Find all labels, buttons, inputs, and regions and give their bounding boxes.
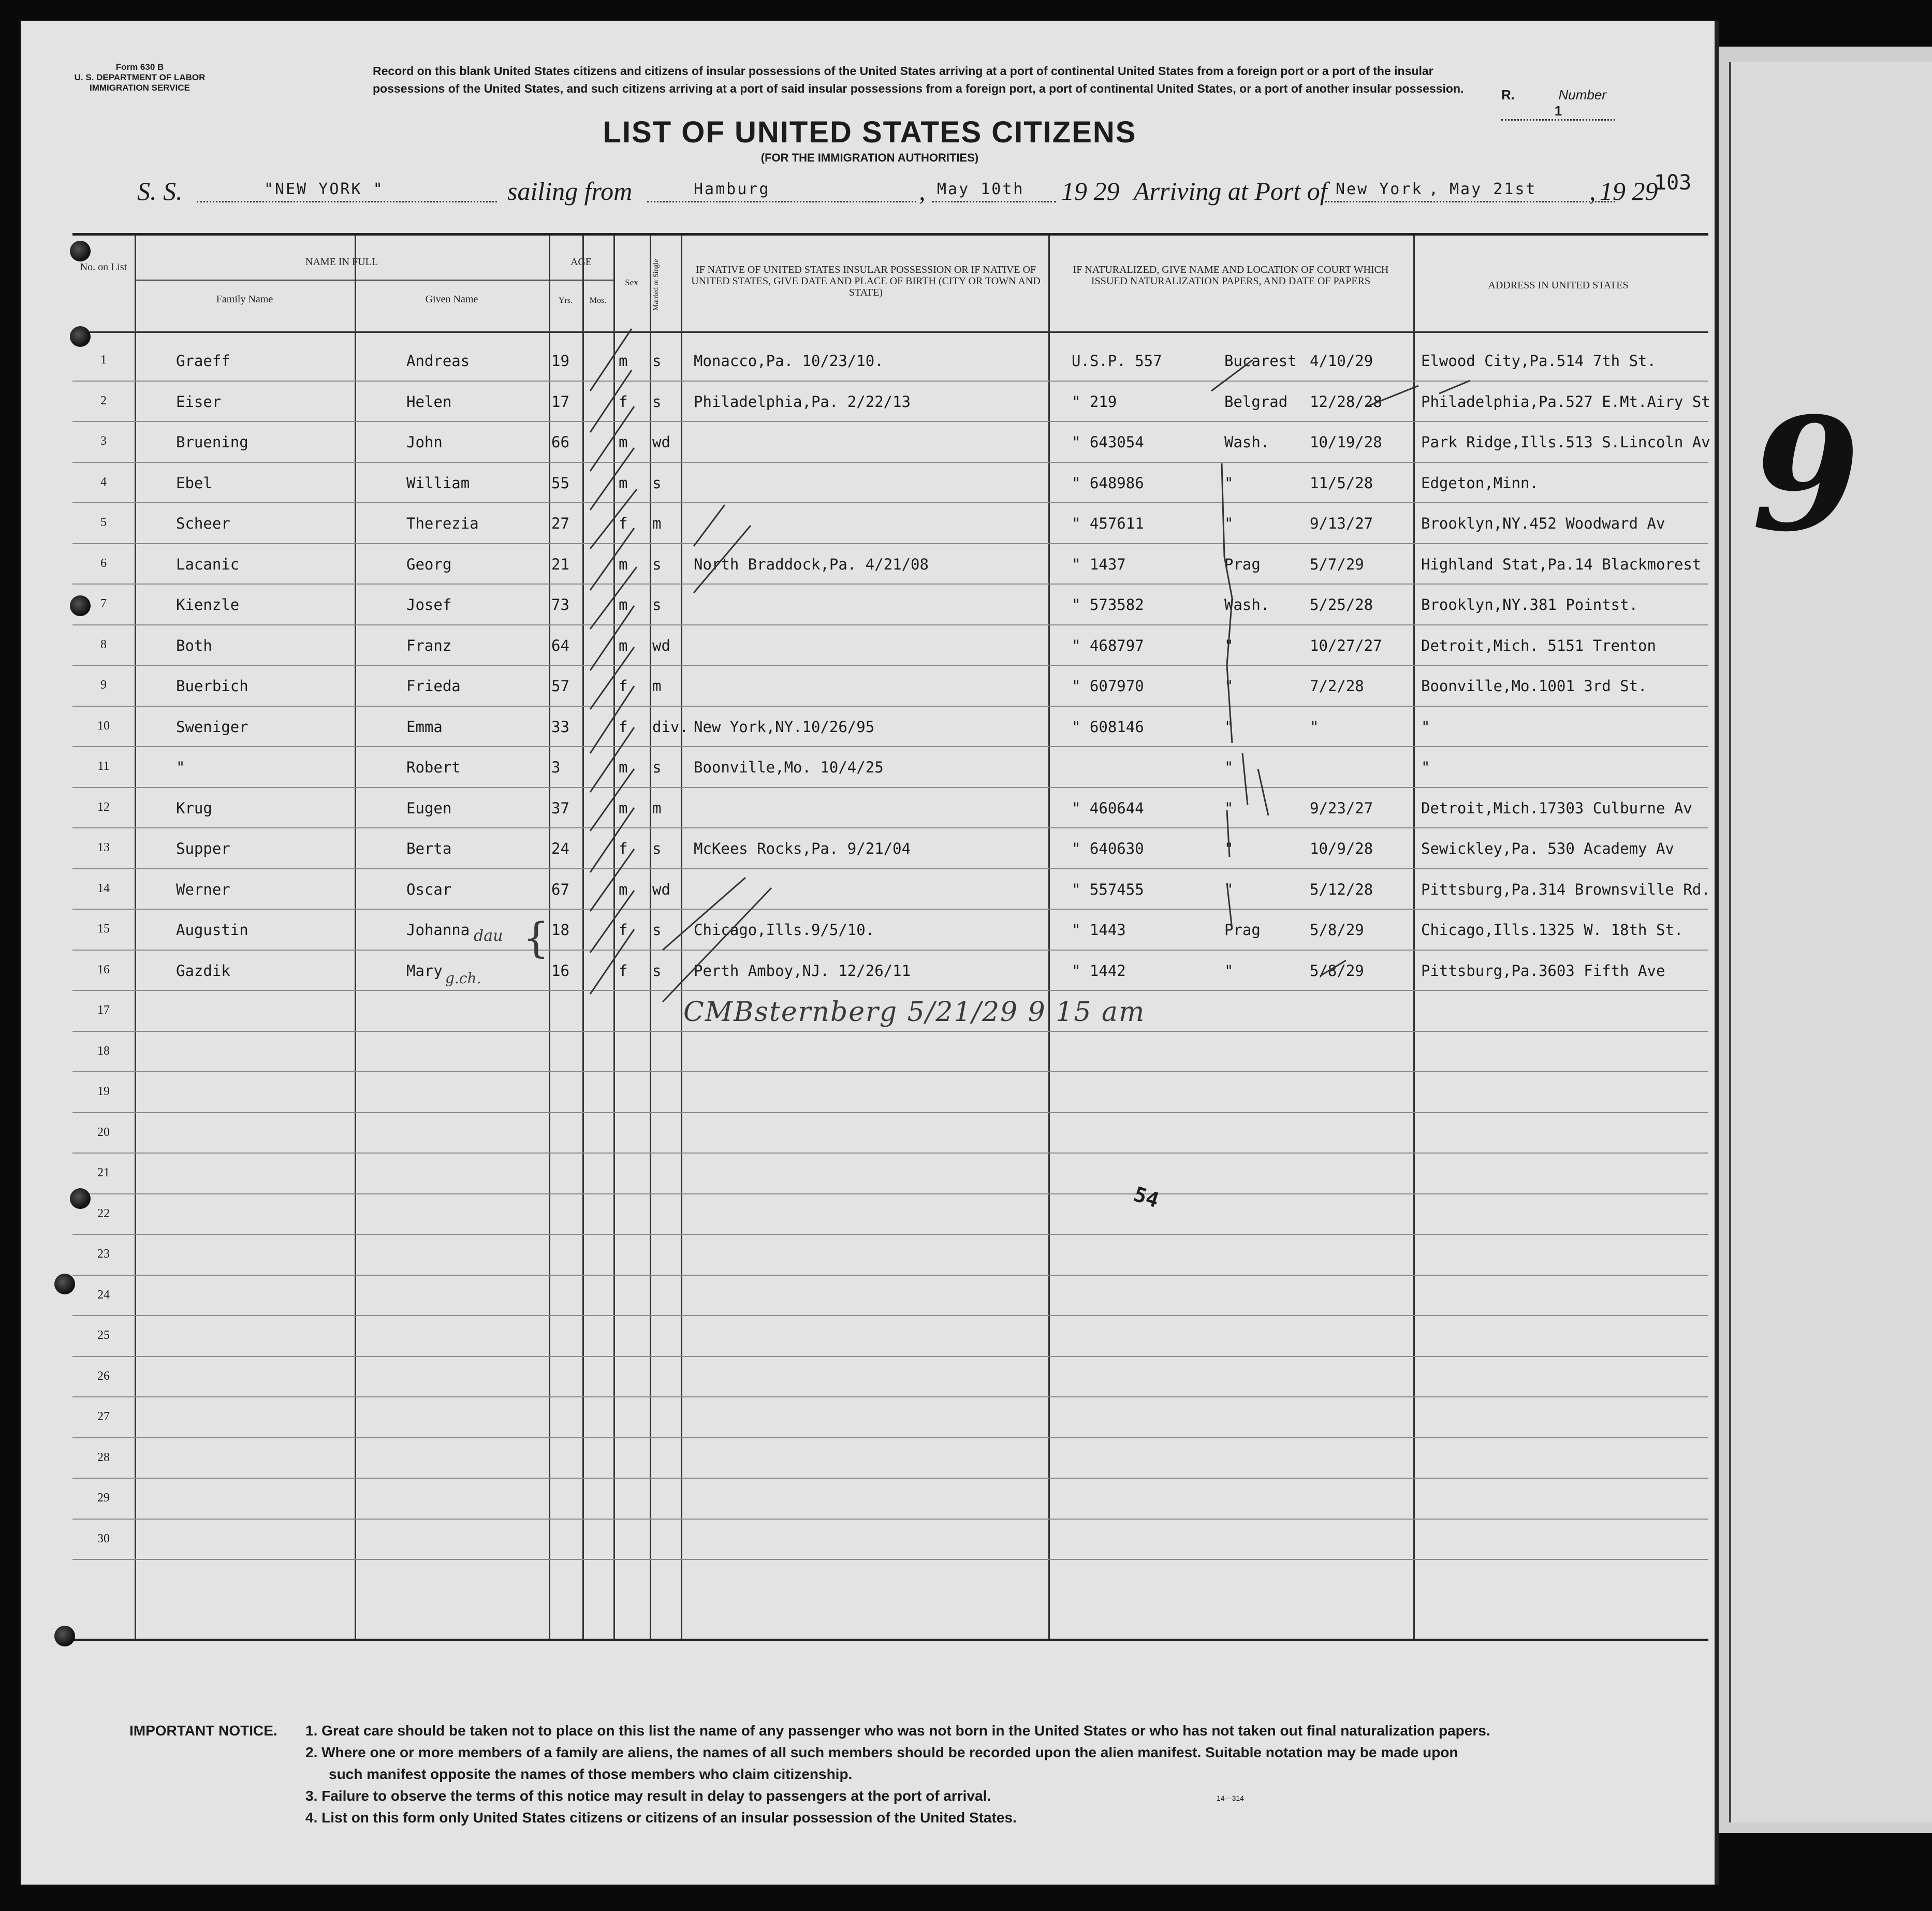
cell-nat-a: " 557455 [1072, 880, 1144, 898]
notice-item-1: 1. Great care should be taken not to place on this list the name of any passenger who was not born in the United States or who has not taken out final naturalization papers. [305, 1723, 1490, 1739]
inspector-signoff: CMBsternberg 5/21/29 9 15 am [683, 997, 1146, 1028]
cell-given: Josef [406, 596, 452, 614]
cell-ms: m [652, 515, 662, 532]
cell-sex: m [619, 433, 628, 451]
cell-sex: m [619, 880, 628, 898]
col-age: AGE [570, 256, 592, 268]
row-rule [72, 909, 1708, 910]
cell-nat-court: " [1224, 677, 1234, 695]
cell-nat-a: " 1443 [1072, 921, 1126, 939]
cell-given: Helen [406, 392, 452, 411]
col-age-months: Mos. [589, 296, 607, 305]
cell-nat-court: " [1224, 515, 1234, 532]
form-number: Form 630 B [115, 62, 164, 72]
cell-birth: McKees Rocks,Pa. 9/21/04 [694, 840, 911, 857]
notice-item-4: 4. List on this form only United States citizens or citizens of an insular possession of the United States. [305, 1810, 1017, 1826]
cell-nat-court: Belgrad [1224, 392, 1288, 411]
row-number: 13 [97, 841, 110, 854]
cell-nat-court: " [1224, 961, 1234, 980]
cell-nat-court: " [1224, 840, 1234, 857]
cell-yrs: 64 [551, 636, 569, 654]
notice-lead: IMPORTANT NOTICE. [129, 1723, 277, 1739]
row10-handwritten-note: dau [474, 927, 503, 945]
row-number: 2 [100, 393, 107, 407]
row-rule [72, 502, 1708, 503]
punch-hole [70, 326, 91, 347]
cell-address: Pittsburg,Pa.314 Brownsville Rd. [1421, 880, 1710, 898]
sailing-from-port: Hamburg [694, 180, 770, 198]
cell-family: Eiser [176, 392, 222, 411]
cell-ms: m [652, 677, 662, 695]
cell-yrs: 66 [551, 433, 569, 451]
cell-nat-date: 5/8/29 [1310, 961, 1364, 980]
col-given-name: Given Name [425, 294, 478, 305]
punch-hole [70, 1188, 91, 1209]
cell-family: Bruening [176, 433, 248, 451]
cell-yrs: 55 [551, 474, 569, 492]
cell-ms: wd [652, 636, 670, 654]
cell-nat-court: " [1224, 758, 1234, 776]
stamp-number: 54 [1131, 1182, 1162, 1213]
cell-nat-court: " [1224, 718, 1234, 736]
manifest-sheet [21, 21, 1719, 1885]
cell-family: Werner [176, 880, 230, 898]
cell-sex: m [619, 474, 628, 492]
cell-family: Ebel [176, 474, 212, 492]
cell-nat-court: Prag [1224, 921, 1261, 939]
cell-sex: f [619, 677, 628, 695]
cell-nat-court: Prag [1224, 555, 1261, 573]
cell-nat-a: " 457611 [1072, 515, 1144, 532]
cell-nat-court: " [1224, 636, 1234, 654]
number-label: Number [1558, 87, 1606, 103]
notice-item-2: 2. Where one or more members of a family are aliens, the names of all such members should be recorded upon the alien manifest. Suitable notation may be made upon [305, 1744, 1458, 1760]
cell-nat-date: 5/12/28 [1310, 880, 1373, 898]
punch-hole [70, 241, 91, 261]
col-no-on-list: No. on List [80, 261, 127, 273]
cell-given: Georg [406, 555, 452, 573]
row-rule [72, 624, 1708, 625]
row-rule [72, 1356, 1708, 1357]
row-number: 14 [97, 881, 110, 895]
cell-nat-a: " 460644 [1072, 799, 1144, 817]
row-number: 7 [100, 597, 107, 610]
row-number: 16 [97, 962, 110, 976]
col-address: ADDRESS IN UNITED STATES [1488, 280, 1629, 291]
row10-11-brace: { [523, 914, 549, 962]
cell-given: Johanna [406, 921, 470, 939]
cell-nat-a: " 608146 [1072, 718, 1144, 736]
cell-ms: wd [652, 433, 670, 451]
cell-ms: wd [652, 880, 670, 898]
row-rule [72, 827, 1708, 828]
row-number: 18 [97, 1044, 110, 1058]
col-naturalized: IF NATURALIZED, GIVE NAME AND LOCATION OF COURT WHICH ISSUED NATURALIZATION PAPERS, AND DATE OF PAPERS [1073, 264, 1389, 287]
cell-birth: Monacco,Pa. 10/23/10. [694, 352, 884, 370]
department-name: U. S. DEPARTMENT OF LABOR [74, 72, 206, 82]
col-age-years: Yrs. [558, 296, 573, 305]
row-rule [72, 1071, 1708, 1072]
cell-address: Park Ridge,Ills.513 S.Lincoln Av [1421, 433, 1710, 451]
cell-nat-a: " 640630 [1072, 840, 1144, 857]
row-number: 30 [97, 1531, 110, 1545]
page-subtitle: (FOR THE IMMIGRATION AUTHORITIES) [760, 151, 979, 164]
cell-family: Both [176, 636, 212, 654]
row-number: 5 [100, 516, 107, 529]
cell-yrs: 16 [551, 961, 569, 980]
cell-given: Berta [406, 840, 452, 857]
row-rule [72, 1275, 1708, 1276]
cell-yrs: 37 [551, 799, 569, 817]
cell-sex: f [619, 515, 628, 532]
cell-yrs: 18 [551, 921, 569, 939]
row-rule [72, 1234, 1708, 1235]
cell-address: " [1421, 718, 1430, 736]
cell-sex: m [619, 799, 628, 817]
cell-birth: Perth Amboy,NJ. 12/26/11 [694, 961, 911, 980]
notice-item-2-cont: such manifest opposite the names of those members who claim citizenship. [329, 1766, 853, 1782]
row-number: 9 [100, 678, 107, 692]
row-number: 27 [97, 1410, 110, 1423]
row-number: 29 [97, 1491, 110, 1505]
row-rule [72, 583, 1708, 585]
row-number: 12 [97, 800, 110, 814]
cell-address: Brooklyn,NY.381 Pointst. [1421, 596, 1638, 614]
row-number: 6 [100, 556, 107, 570]
cell-ms: s [652, 392, 662, 411]
cell-nat-court: " [1224, 880, 1234, 898]
cell-sex: m [619, 758, 628, 776]
cell-nat-date: 5/8/29 [1310, 921, 1364, 939]
row-number: 19 [97, 1085, 110, 1098]
cell-ms: s [652, 758, 662, 776]
number-value: 1 [1501, 103, 1615, 121]
row-rule [72, 950, 1708, 951]
row-rule [72, 1153, 1708, 1154]
cell-sex: f [619, 840, 628, 857]
row-rule [72, 1437, 1708, 1438]
cell-address: " [1421, 758, 1430, 776]
cell-given: Oscar [406, 880, 452, 898]
form-print-code: 14—314 [1217, 1794, 1244, 1802]
row-number: 8 [100, 637, 107, 651]
row11-handwritten-note: g.ch. [445, 970, 481, 987]
important-notice [129, 1720, 1682, 1829]
row-number: 28 [97, 1450, 110, 1464]
cell-ms: s [652, 474, 662, 492]
cell-given: Frieda [406, 677, 461, 695]
cell-ms: s [652, 961, 662, 980]
cell-family: Gazdik [176, 961, 230, 980]
cell-nat-date: " [1310, 718, 1319, 736]
cell-nat-court: Wash. [1224, 596, 1270, 614]
cell-nat-date: 12/28/28 [1310, 392, 1382, 411]
r-label: R. [1501, 87, 1515, 103]
row-number: 22 [97, 1206, 110, 1220]
cell-nat-date: 10/9/28 [1310, 840, 1373, 857]
cell-ms: s [652, 921, 662, 939]
arrival-port: New York [1336, 180, 1423, 198]
cell-yrs: 17 [551, 392, 569, 411]
row-number: 24 [97, 1288, 110, 1302]
cell-birth: Boonville,Mo. 10/4/25 [694, 758, 884, 776]
cell-sex: f [619, 392, 628, 411]
row-rule [72, 787, 1708, 788]
cell-given: Robert [406, 758, 461, 776]
cell-nat-a: " 643054 [1072, 433, 1144, 451]
cell-ms: s [652, 352, 662, 370]
arrival-date: May 21st [1450, 180, 1537, 198]
cell-address: Boonville,Mo.1001 3rd St. [1421, 677, 1647, 695]
row-rule [72, 462, 1708, 463]
col-name-in-full: NAME IN FULL [305, 256, 378, 268]
cell-family: Lacanic [176, 555, 240, 573]
manifest-table [72, 233, 1708, 1641]
row-number: 21 [97, 1166, 110, 1179]
cell-nat-court: " [1224, 799, 1234, 817]
cell-given: Mary [406, 961, 443, 980]
row-number: 11 [97, 760, 110, 773]
cell-address: Pittsburg,Pa.3603 Fifth Ave [1421, 961, 1665, 980]
cell-sex: f [619, 921, 628, 939]
cell-family: Augustin [176, 921, 248, 939]
row-rule [72, 421, 1708, 422]
cell-family: Scheer [176, 515, 230, 532]
cell-address: Detroit,Mich. 5151 Trenton [1421, 636, 1656, 654]
cell-ms: s [652, 840, 662, 857]
row-rule [72, 381, 1708, 382]
corner-page-number: 103 [1654, 171, 1692, 195]
cell-sex: f [619, 961, 628, 980]
row-number: 1 [100, 353, 107, 367]
cell-yrs: 27 [551, 515, 569, 532]
col-birth: IF NATIVE OF UNITED STATES INSULAR POSSESSION OR IF NATIVE OF UNITED STATES, GIVE DATE AND PLACE OF BIRTH (CITY OR TOWN AND STATE) [691, 264, 1041, 298]
cell-given: Eugen [406, 799, 452, 817]
cell-given: Franz [406, 636, 452, 654]
punch-hole [54, 1274, 75, 1294]
row-rule [72, 665, 1708, 666]
row-rule [72, 990, 1708, 991]
cell-family: Sweniger [176, 718, 248, 736]
cell-yrs: 21 [551, 555, 569, 573]
row-number: 3 [100, 434, 107, 448]
cell-ms: m [652, 799, 662, 817]
back-page-edge-inner [1729, 62, 1932, 1822]
cell-address: Detroit,Mich.17303 Culburne Av [1421, 799, 1692, 817]
cell-nat-a: " 648986 [1072, 474, 1144, 492]
sail-date: May 10th [937, 180, 1024, 198]
row-rule [72, 746, 1708, 747]
cell-family: Buerbich [176, 677, 248, 695]
notice-item-3: 3. Failure to observe the terms of this notice may result in delay to passengers at the port of arrival. [305, 1788, 991, 1804]
row-number: 23 [97, 1247, 110, 1261]
row-rule [72, 706, 1708, 707]
cell-address: Highland Stat,Pa.14 Blackmorest [1421, 555, 1702, 573]
col-family-name: Family Name [216, 294, 273, 305]
cell-sex: m [619, 555, 628, 573]
cell-birth: New York,NY.10/26/95 [694, 718, 875, 736]
cell-yrs: 67 [551, 880, 569, 898]
sailing-from-label: sailing from [507, 177, 633, 206]
cell-ms: s [652, 555, 662, 573]
cell-nat-date: 4/10/29 [1310, 352, 1373, 370]
row-rule [72, 1031, 1708, 1032]
cell-nat-date: 5/25/28 [1310, 596, 1373, 614]
punch-hole [54, 1626, 75, 1646]
cell-family: Kienzle [176, 596, 240, 614]
ship-name: "NEW YORK " [264, 180, 384, 198]
cell-nat-court: " [1224, 474, 1234, 492]
cell-yrs: 3 [551, 758, 561, 776]
cell-family: Graeff [176, 352, 230, 370]
form-instructions: Record on this blank United States citizens and citizens of insular possessions of the United States arriving at a port of continental United States from a foreign port or a port of the insular possessions of the United States, and such citizens arriving at a port of said insular possessions from a foreign port, a port of continental United States, or a port of another insular possession. [373, 64, 1464, 95]
cell-nat-date: 7/2/28 [1310, 677, 1364, 695]
side-mark-handwritten: 9 [1752, 383, 1860, 566]
cell-nat-date: 5/7/29 [1310, 555, 1364, 573]
cell-yrs: 73 [551, 596, 569, 614]
cell-family: " [176, 758, 185, 776]
arrival-year: 19 29 [1600, 177, 1658, 206]
row-rule [72, 1478, 1708, 1479]
cell-address: Chicago,Ills.1325 W. 18th St. [1421, 921, 1684, 939]
cell-sex: m [619, 352, 628, 370]
voyage-line: S. S. "NEW YORK " sailing from Hamburg , May 10th 19 29 Arriving at Port of New York , May 21st , 19 29 [137, 177, 1658, 206]
cell-birth: North Braddock,Pa. 4/21/08 [694, 555, 929, 573]
row-number: 25 [97, 1329, 110, 1342]
col-sex: Sex [625, 278, 638, 287]
cell-nat-a: " 468797 [1072, 636, 1144, 654]
cell-nat-a: " 1442 [1072, 961, 1126, 980]
cell-address: Brooklyn,NY.452 Woodward Av [1421, 515, 1665, 532]
cell-given: Therezia [406, 515, 479, 532]
cell-nat-date: 10/27/27 [1310, 636, 1382, 654]
row-rule [72, 1315, 1708, 1316]
row-rule [72, 1519, 1708, 1520]
cell-sex: m [619, 596, 628, 614]
col-married-or-single: Married or Single [652, 259, 660, 311]
cell-birth: Chicago,Ills.9/5/10. [694, 921, 875, 939]
cell-given: John [406, 433, 443, 451]
row-number: 20 [97, 1125, 110, 1139]
row-number: 26 [97, 1369, 110, 1383]
row-rule [72, 868, 1708, 869]
cell-sex: f [619, 718, 628, 736]
row-rule [72, 1396, 1708, 1397]
cell-nat-date: 11/5/28 [1310, 474, 1373, 492]
cell-address: Elwood City,Pa.514 7th St. [1421, 352, 1656, 370]
cell-given: Andreas [406, 352, 470, 370]
page-title: LIST OF UNITED STATES CITIZENS [603, 115, 1137, 149]
sail-year: 19 29 [1061, 177, 1120, 206]
cell-nat-a: " 219 [1072, 392, 1117, 411]
row-rule [72, 543, 1708, 544]
cell-ms: div. [652, 718, 689, 736]
cell-nat-a: " 607970 [1072, 677, 1144, 695]
cell-nat-court: Bucarest [1224, 352, 1297, 370]
ss-label: S. S. [137, 177, 183, 206]
cell-yrs: 33 [551, 718, 569, 736]
cell-sex: m [619, 636, 628, 654]
row-number: 15 [97, 922, 110, 936]
cell-address: Philadelphia,Pa.527 E.Mt.Airy St [1421, 392, 1710, 411]
cell-family: Supper [176, 840, 230, 857]
cell-nat-date: 10/19/28 [1310, 433, 1382, 451]
cell-family: Krug [176, 799, 212, 817]
row-number: 4 [100, 475, 107, 489]
cell-nat-a: U.S.P. 557 [1072, 352, 1162, 370]
row-number: 10 [97, 719, 110, 733]
cell-given: Emma [406, 718, 443, 736]
arriving-label: Arriving at Port of [1134, 177, 1327, 206]
form-id [67, 62, 212, 93]
cell-address: Edgeton,Minn. [1421, 474, 1539, 492]
row-rule [72, 1559, 1708, 1560]
cell-birth: Philadelphia,Pa. 2/22/13 [694, 392, 911, 411]
row-number: 17 [97, 1003, 110, 1017]
cell-nat-date: 9/13/27 [1310, 515, 1373, 532]
cell-address: Sewickley,Pa. 530 Academy Av [1421, 840, 1674, 857]
row-rule [72, 1193, 1708, 1194]
cell-yrs: 57 [551, 677, 569, 695]
cell-yrs: 24 [551, 840, 569, 857]
cell-nat-date: 9/23/27 [1310, 799, 1373, 817]
cell-given: William [406, 474, 470, 492]
cell-ms: s [652, 596, 662, 614]
punch-hole [70, 595, 91, 616]
cell-nat-court: Wash. [1224, 433, 1270, 451]
cell-nat-a: " 1437 [1072, 555, 1126, 573]
service-name: IMMIGRATION SERVICE [90, 83, 190, 93]
row-rule [72, 1112, 1708, 1113]
cell-nat-a: " 573582 [1072, 596, 1144, 614]
cell-yrs: 19 [551, 352, 569, 370]
